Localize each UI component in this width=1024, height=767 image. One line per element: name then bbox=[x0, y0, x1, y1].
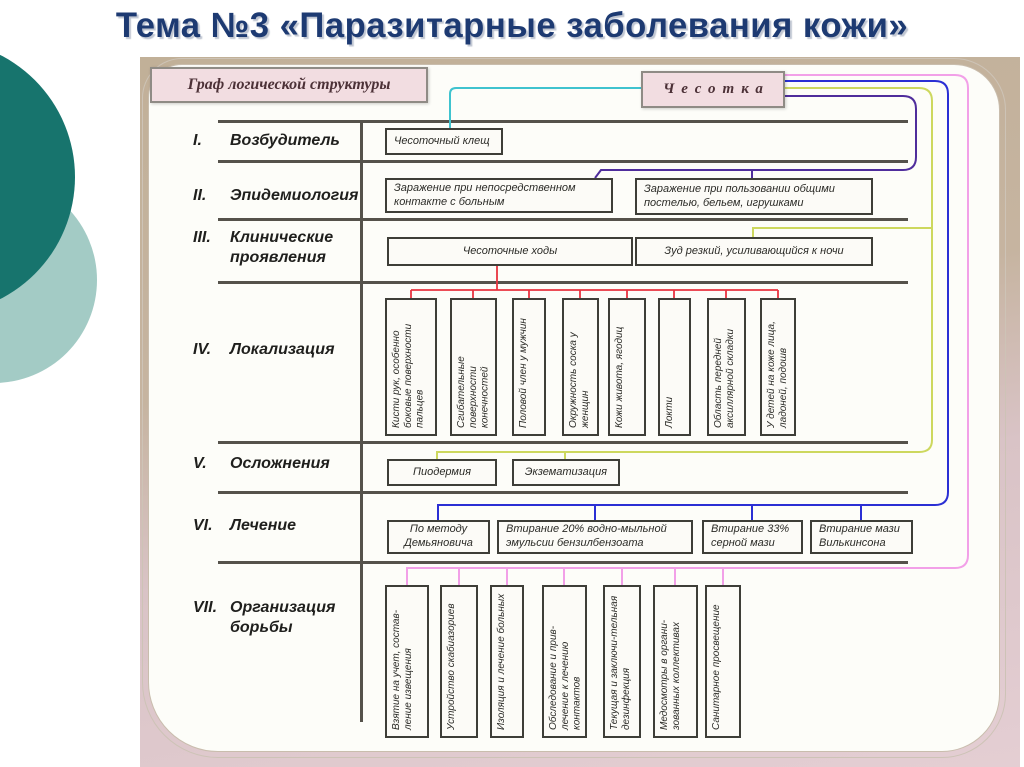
box-epidemiology-contact: Заражение при непосредственном контакте с больным bbox=[385, 178, 613, 213]
row-title: Клинические проявления bbox=[230, 229, 334, 266]
row-label-6 bbox=[193, 516, 296, 536]
row-numeral: VI. bbox=[193, 517, 213, 534]
box-localization-flexor-surfaces: Сгибательные поверхности конечностей bbox=[450, 298, 497, 436]
row-numeral: I. bbox=[193, 132, 202, 149]
table-divider bbox=[218, 281, 908, 284]
box-localization-elbows: Локти bbox=[658, 298, 691, 436]
box-localization-abdomen: Кожи живота, ягодиц bbox=[608, 298, 646, 436]
box-org-registration: Взятие на учет, состав-ление извещения bbox=[385, 585, 429, 738]
row-numeral: VII. bbox=[193, 599, 218, 616]
box-treatment-wilkinson: Втирание мази Вилькинсона bbox=[810, 520, 913, 554]
box-org-isolation: Изоляция и лечение больных bbox=[490, 585, 524, 738]
row-title: Локализация bbox=[230, 341, 335, 358]
box-epidemiology-shared-items: Заражение при пользовании общими постелью, бельем, игрушками bbox=[635, 178, 873, 215]
box-treatment-benzyl-benzoate: Втирание 20% водно-мыльной эмульсии бензилбензоата bbox=[497, 520, 693, 554]
box-localization-hands: Кисти рук, особенно боковые поверхности пальцев bbox=[385, 298, 437, 436]
root-node-scabies: Чесотка bbox=[641, 71, 785, 108]
row-numeral: V. bbox=[193, 455, 207, 472]
box-localization-children: У детей на коже лица, ладоней, подошв bbox=[760, 298, 796, 436]
box-treatment-demyanovich: По методу Демьяновича bbox=[387, 520, 490, 554]
box-localization-axillary-fold: Область передней аксиллярной складки bbox=[707, 298, 746, 436]
box-complication-eczematization: Экзематизация bbox=[512, 459, 620, 486]
table-border-top bbox=[218, 120, 908, 123]
row-title: Возбудитель bbox=[230, 132, 340, 149]
box-org-disinfection: Текущая и заключи-тельная дезинфекция bbox=[603, 585, 641, 738]
box-localization-female: Окружность соска у женщин bbox=[562, 298, 599, 436]
box-org-contacts: Обследование и прив-лечение к лечению контактов bbox=[542, 585, 587, 738]
row-label-3 bbox=[193, 228, 342, 268]
box-localization-male: Половой член у мужчин bbox=[512, 298, 546, 436]
row-label-7 bbox=[193, 598, 348, 638]
box-clinical-itching: Зуд резкий, усиливающийся к ночи bbox=[635, 237, 873, 266]
table-divider bbox=[218, 218, 908, 221]
row-label-5 bbox=[193, 454, 330, 474]
table-divider bbox=[218, 160, 908, 163]
row-numeral: II. bbox=[193, 187, 207, 204]
box-clinical-burrows: Чесоточные ходы bbox=[387, 237, 633, 266]
table-divider bbox=[218, 441, 908, 444]
row-numeral: IV. bbox=[193, 341, 212, 358]
row-label-2 bbox=[193, 186, 358, 206]
box-complication-pyoderma: Пиодермия bbox=[387, 459, 497, 486]
box-treatment-sulfur-ointment: Втирание 33% серной мази bbox=[702, 520, 803, 554]
row-title: Осложнения bbox=[230, 455, 330, 472]
table-column-divider bbox=[360, 120, 363, 722]
table-divider bbox=[218, 561, 908, 564]
table-divider bbox=[218, 491, 908, 494]
diagram-header-label: Граф логической структуры bbox=[150, 67, 428, 103]
box-org-scabiosoria: Устройство скабиазориев bbox=[440, 585, 478, 738]
row-title: Лечение bbox=[230, 517, 297, 534]
row-label-4 bbox=[193, 340, 334, 360]
box-pathogen: Чесоточный клещ bbox=[385, 128, 503, 155]
row-title: Организация борьбы bbox=[230, 599, 336, 636]
row-title: Эпидемиология bbox=[230, 187, 359, 204]
box-org-health-education: Санитарное просвещение bbox=[705, 585, 741, 738]
row-numeral: III. bbox=[193, 229, 211, 246]
row-label-1 bbox=[193, 131, 340, 151]
box-org-medical-checkups: Медосмотры в органи-зованных коллективах bbox=[653, 585, 698, 738]
slide-title: Тема №3 «Паразитарные заболевания кожи» bbox=[115, 6, 909, 45]
